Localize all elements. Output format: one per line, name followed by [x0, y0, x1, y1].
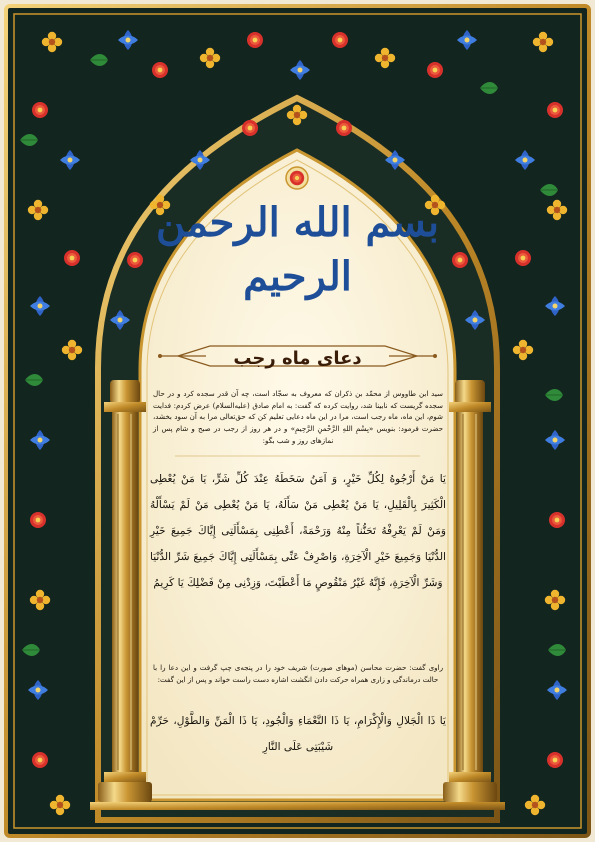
bismillah-calligraphy: بسم الله الرحمن الرحیم	[156, 199, 439, 300]
closing-supplication: یَا ذَا الْجَلالِ وَالْإِكْرَامِ، یَا ذَا النَّعْمَاءِ وَالْجُودِ، یَا ذَا الْمَنِّ وَالطَّوْلِ، حَرِّمْ شَیْبَتِی عَلَی النَّارِ	[150, 715, 446, 753]
dua-text: یَا مَنْ أَرْجُوهُ لِكُلِّ خَیْرٍ، وَ آمَنُ سَخَطَهُ عِنْدَ كُلِّ شَرٍّ، یَا مَنْ یُعْطِی الْكَثِیرَ بِالْقَلِیلِ، یَا مَنْ یُعْطِی مَنْ سَأَلَهُ، یَا مَنْ یُعْطِی مَنْ لَمْ یَسْأَلْهُ وَمَنْ لَمْ یَعْرِفْهُ تَحَنُّناً مِنْهُ وَرَحْمَةً، أَعْطِنِی بِمَسْأَلَتِی إِیَّاكَ جَمِیعَ خَیْرِ الدُّنْیَا وَجَمِیعَ خَیْرِ الْآخِرَةِ، وَاصْرِفْ عَنِّی بِمَسْأَلَتِی إِیَّاكَ جَمِیعَ شَرِّ الدُّنْیَا وَشَرِّ الْآخِرَةِ، فَإِنَّهُ غَیْرُ مَنْقُوصٍ مَا أَعْطَیْتَ، وَزِدْنِی مِنْ فَضْلِكَ یَا كَرِیمُ	[150, 473, 446, 589]
narration-paragraph: راوی گفت: حضرت محاسن (موهای صورت) شریف خود را در پنجه‌ی چپ گرفت و این دعا را با حالت درماندگی و زاری همراه حرکت دادن انگشت اشاره دست راست خواند و پس از این گفت:	[153, 663, 443, 684]
page-title: دعای ماه رجب	[233, 348, 362, 369]
intro-paragraph: سید ابن طاووس از محمّد بن ذکران که معروف به سجّاد است، چه آن قدر سجده کرد و در حال سجده گریست که نابینا شد، روایت کرده که گفت: به امام صادق (علیه‌السلام) عرض کردم: فدایت شوم، این ماه، ماه رجب است، مرا در این ماه دعایی تعلیم کن که حق‌تعالی مرا به آن سود بخشد، حضرت فرمود: بنویس «بِسْمِ اللهِ الرَّحْمنِ الرَّحِیمِ» و در هر روز از رجب در صبح و شام پس از نمازهای روز و شب بگو:	[153, 389, 443, 445]
